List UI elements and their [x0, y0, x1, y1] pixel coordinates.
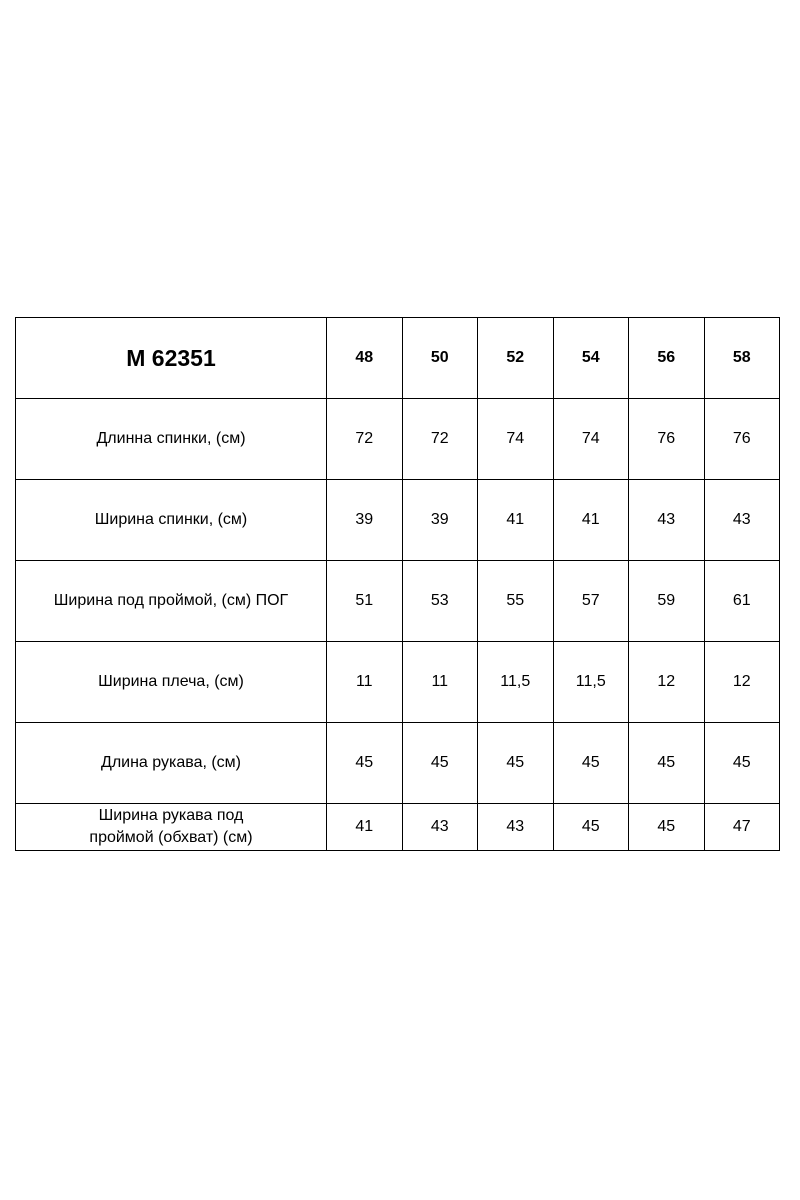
value-cell: 45: [553, 804, 629, 851]
size-header: 52: [478, 318, 554, 399]
value-cell: 47: [704, 804, 780, 851]
size-header: 54: [553, 318, 629, 399]
value-cell: 72: [402, 399, 478, 480]
value-cell: 45: [704, 723, 780, 804]
value-cell: 72: [327, 399, 403, 480]
value-cell: 74: [478, 399, 554, 480]
value-cell: 57: [553, 561, 629, 642]
row-label-line: Ширина рукава под: [98, 807, 244, 824]
row-label: Ширина под проймой, (см) ПОГ: [16, 561, 327, 642]
table-row: [16, 480, 780, 561]
value-cell: 51: [327, 561, 403, 642]
table-row: [16, 804, 780, 851]
table-row: [16, 561, 780, 642]
row-label: Длинна спинки, (см): [16, 399, 327, 480]
size-header: 58: [704, 318, 780, 399]
value-cell: 43: [402, 804, 478, 851]
size-header: 56: [629, 318, 705, 399]
size-chart-table: [15, 317, 780, 851]
value-cell: 45: [478, 723, 554, 804]
value-cell: 41: [478, 480, 554, 561]
row-label: Длина рукава, (см): [16, 723, 327, 804]
value-cell: 76: [704, 399, 780, 480]
value-cell: 45: [402, 723, 478, 804]
value-cell: 45: [629, 723, 705, 804]
value-cell: 39: [327, 480, 403, 561]
value-cell: 43: [629, 480, 705, 561]
value-cell: 11,5: [553, 642, 629, 723]
value-cell: 11: [327, 642, 403, 723]
model-number: М 62351: [16, 318, 327, 399]
value-cell: 11: [402, 642, 478, 723]
row-label: Ширина плеча, (см): [16, 642, 327, 723]
header-row: [16, 318, 780, 399]
value-cell: 12: [704, 642, 780, 723]
value-cell: 39: [402, 480, 478, 561]
table-row: [16, 399, 780, 480]
value-cell: 43: [704, 480, 780, 561]
row-label: [16, 804, 327, 851]
row-label: Ширина спинки, (см): [16, 480, 327, 561]
value-cell: 74: [553, 399, 629, 480]
value-cell: 76: [629, 399, 705, 480]
row-label-line: проймой (обхват) (см): [89, 829, 253, 846]
size-header: 50: [402, 318, 478, 399]
value-cell: 53: [402, 561, 478, 642]
size-header: 48: [327, 318, 403, 399]
table-row: [16, 723, 780, 804]
value-cell: 59: [629, 561, 705, 642]
value-cell: 12: [629, 642, 705, 723]
value-cell: 45: [553, 723, 629, 804]
value-cell: 11,5: [478, 642, 554, 723]
value-cell: 43: [478, 804, 554, 851]
value-cell: 45: [629, 804, 705, 851]
value-cell: 41: [327, 804, 403, 851]
value-cell: 55: [478, 561, 554, 642]
value-cell: 45: [327, 723, 403, 804]
value-cell: 41: [553, 480, 629, 561]
table-row: [16, 642, 780, 723]
value-cell: 61: [704, 561, 780, 642]
